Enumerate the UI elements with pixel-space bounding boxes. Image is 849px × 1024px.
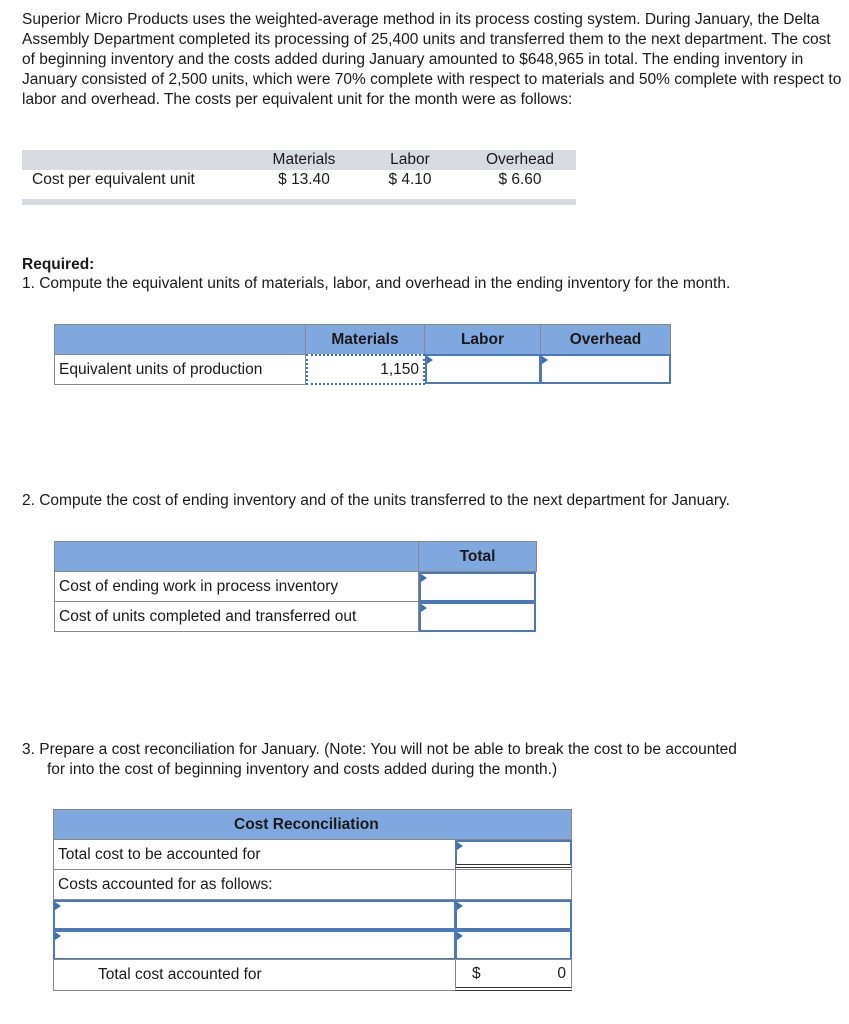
required-heading: Required: (22, 256, 95, 273)
t1-row-label: Equivalent units of production (54, 354, 306, 385)
materials-eu-input[interactable]: 1,150 (306, 354, 425, 385)
question-2: 2. Compute the cost of ending inventory and of the units transferred to the next department for January. (22, 492, 730, 509)
materials-header: Materials (272, 151, 336, 168)
costs-accounted-blank (455, 869, 572, 900)
question-3-line1: 3. Prepare a cost reconciliation for January. (Note: You will not be able to break the cost to be accounted (22, 741, 737, 758)
total-value: 0 (557, 964, 566, 982)
overhead-cost: $ 6.60 (498, 171, 542, 188)
cost-table-footer-bar (22, 199, 576, 205)
t1-header-labor: Labor (424, 324, 541, 355)
labor-header: Labor (390, 151, 430, 168)
cost-row-label: Cost per equivalent unit (32, 171, 195, 188)
question-3-line2: for into the cost of beginning inventory and costs added during the month.) (47, 761, 558, 778)
reconciliation-item-1-label-input[interactable] (53, 900, 456, 930)
t3-header: Cost Reconciliation (53, 809, 572, 840)
t2-header-total: Total (418, 541, 537, 572)
overhead-header: Overhead (485, 151, 555, 168)
transferred-out-label: Cost of units completed and transferred out (54, 601, 419, 632)
reconciliation-item-1-amount-input[interactable] (455, 900, 572, 930)
materials-cost: $ 13.40 (278, 171, 330, 188)
total-cost-to-account-label: Total cost to be accounted for (53, 839, 456, 870)
total-cost-to-account-input[interactable] (455, 840, 572, 868)
total-cost-accounted-value (455, 959, 572, 991)
question-1: 1. Compute the equivalent units of materials, labor, and overhead in the ending inventory for the month. (22, 275, 731, 292)
reconciliation-item-2-label-input[interactable] (53, 930, 456, 960)
ending-wip-input[interactable] (419, 572, 536, 602)
problem-intro: Superior Micro Products uses the weighted-average method in its process costing system. During January, the Delta Assembly Department completed its processing of 25,400 units and transferred them to the next department. The cost of beginning inventory and the costs added during January amounted to $648,965 in total. The ending inventory in January consisted of 2,500 units, which were 70% complete with respect to materials and 50% complete with respect to labor and overhead. The costs per equivalent unit for the month were as follows: (22, 11, 842, 108)
reconciliation-item-2-amount-input[interactable] (455, 930, 572, 960)
t1-header-overhead: Overhead (540, 324, 671, 355)
overhead-eu-input[interactable] (540, 354, 671, 384)
labor-cost: $ 4.10 (388, 171, 432, 188)
currency-symbol: $ (472, 964, 481, 982)
t1-header-materials: Materials (305, 324, 425, 355)
labor-eu-input[interactable] (425, 354, 541, 384)
ending-wip-label: Cost of ending work in process inventory (54, 571, 419, 602)
transferred-out-input[interactable] (419, 602, 536, 632)
total-cost-accounted-label: Total cost accounted for (53, 959, 456, 991)
costs-accounted-label: Costs accounted for as follows: (53, 869, 456, 900)
t1-header-blank (54, 324, 306, 355)
t2-header-blank (54, 541, 419, 572)
